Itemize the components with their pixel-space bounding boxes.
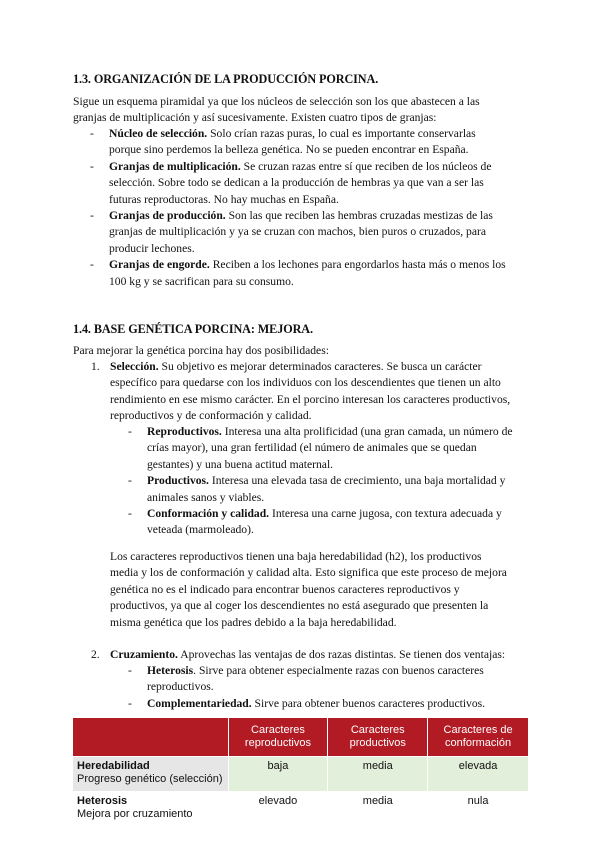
list-item: - Heterosis. Sirve para obtener especialmente razas con buenos caracteres reproductivos. [128,664,484,694]
table-cell: media [328,757,428,792]
heritability-paragraph: Los caracteres reproductivos tienen una baja heredabilidad (h2), los productivos media y los de conformación y calidad alta. Esto significa que este proceso de mejora genética no es el indicado para encontrar buenos caracteres reproductivos y productivos, ya que al coger los descendientes no está asegurado que presenten la misma genética que los padres debido a la baja heredabilidad. [110,550,507,629]
traits-comparison-table [72,717,529,827]
table-cell: media [328,792,428,827]
crossbreeding-advantages-list [128,663,528,712]
list-item: - Granjas de producción. Son las que reciben las hembras cruzadas mestizas de las granjas de multiplicación y ya se cruzan con machos, bien puros o cruzados, para producir lechones. [90,209,493,255]
list-item: - Complementariedad. Sirve para obtener buenos caracteres productivos. [128,696,486,710]
numbered-item-1: 1. Selección. Su objetivo es mejorar determinados caracteres. Se busca un carácter específico para quedarse con los individuos con los descendientes que tienen un alto rendimiento en ese mismo carácter. En el porcino interesan los caracteres productivos, reproductivos y de conformación y calidad. [91,360,511,423]
table-header-cell: Caracteres de conformación [428,718,529,757]
table-cell: baja [228,757,328,792]
row-label: Heredabilidad Progreso genético (selección) [73,757,229,792]
numbered-item-2: 2. Cruzamiento. Aprovechas las ventajas de dos razas distintas. Se tienen dos ventajas: [91,648,506,661]
list-item: - Reproductivos. Interesa una alta prolificidad (una gran camada, un número de crías mayor), una gran fertilidad (el número de animales que se quedan gestantes) y una buena actitud maternal. [128,425,513,471]
list-item: - Productivos. Interesa una elevada tasa de crecimiento, una baja mortalidad y animales sanos y viables. [128,474,506,504]
section-13-intro: Sigue un esquema piramidal ya que los núcleos de selección son los que abastecen a las granjas de multiplicación y así sucesivamente. Existen cuatro tipos de granjas: [73,95,480,125]
list-item: - Granjas de multiplicación. Se cruzan razas entre sí que reciben de los núcleos de selección. Sobre todo se dedican a la producción de hembras ya que van a ser las futuras reproductoras. No hay muchas en España. [90,159,492,206]
section-14-heading: 1.4. BASE GENÉTICA PORCINA: MEJORA. [73,322,313,336]
table-header-cell: Caracteres productivos [328,718,428,757]
table-cell: elevada [428,757,529,792]
section-14-intro: Para mejorar la genética porcina hay dos posibilidades: [73,344,329,357]
table-row [73,757,529,792]
row-label: Heterosis Mejora por cruzamiento [73,792,229,827]
table-row [73,792,529,827]
table-header-cell: Caracteres reproductivos [228,718,328,757]
list-item: - Núcleo de selección. Solo crían razas puras, lo cual es importante conservarlas porque sino perdemos la belleza genética. No se pueden encontrar en España. [90,127,476,157]
table-cell: nula [428,792,529,827]
selection-traits-list [128,424,528,539]
table-cell: elevado [228,792,328,827]
table-header-empty [73,718,229,757]
section-13-heading: 1.3. ORGANIZACIÓN DE LA PRODUCCIÓN PORCINA. [73,72,379,86]
list-item: - Conformación y calidad. Interesa una carne jugosa, con textura adecuada y veteada (marmoleado). [128,507,502,537]
table-header-row [73,718,529,757]
farm-types-list [90,126,530,290]
list-item: - Granjas de engorde. Reciben a los lechones para engordarlos hasta más o menos los 100 kg y se sacrifican para su consumo. [90,258,506,288]
